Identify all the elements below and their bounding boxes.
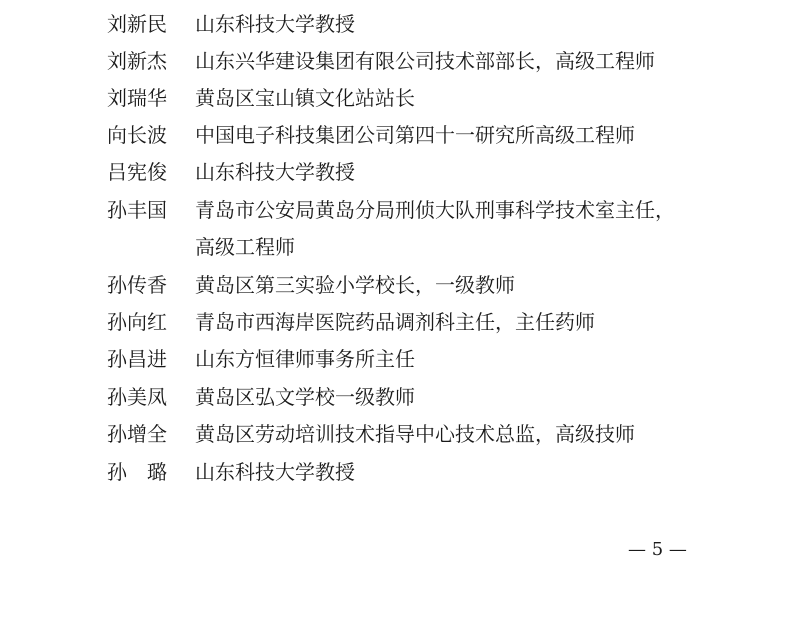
person-name: 吕宪俊	[107, 160, 167, 184]
list-item	[0, 341, 794, 378]
list-item	[0, 454, 794, 491]
person-name: 向长波	[107, 123, 167, 147]
person-name: 刘新杰	[107, 49, 167, 73]
title-line: 山东方恒律师事务所主任	[195, 347, 415, 371]
title-line: 黄岛区劳动培训技术指导中心技术总监，高级技师	[195, 422, 635, 446]
person-name: 刘新民	[107, 12, 167, 36]
person-title	[195, 416, 715, 453]
list-item	[0, 304, 794, 341]
list-item	[0, 117, 794, 154]
list-item	[0, 379, 794, 416]
person-name: 孙丰国	[107, 198, 167, 222]
person-name: 孙增全	[107, 422, 167, 446]
person-name: 刘瑞华	[107, 86, 167, 110]
list-item	[0, 267, 794, 304]
list-item	[0, 154, 794, 191]
page-number: — 5 —	[628, 539, 687, 560]
title-line: 青岛市西海岸医院药品调剂科主任，主任药师	[195, 310, 595, 334]
person-name: 孙美凤	[107, 385, 167, 409]
title-line: 山东科技大学教授	[195, 160, 355, 184]
person-title	[195, 341, 715, 378]
person-title	[195, 43, 715, 80]
person-title	[195, 6, 715, 43]
person-name: 孙昌进	[107, 347, 167, 371]
person-title	[195, 117, 715, 154]
person-title	[195, 454, 715, 491]
person-name: 孙 璐	[107, 460, 167, 484]
person-title	[195, 304, 715, 341]
person-title	[195, 379, 715, 416]
list-item	[0, 43, 794, 80]
title-line: 黄岛区第三实验小学校长，一级教师	[195, 273, 515, 297]
title-line: 黄岛区宝山镇文化站站长	[195, 86, 415, 110]
person-name: 孙传香	[107, 273, 167, 297]
list-item	[0, 192, 794, 266]
title-line: 中国电子科技集团公司第四十一研究所高级工程师	[195, 123, 635, 147]
title-line: 高级工程师	[195, 235, 295, 259]
person-name: 孙向红	[107, 310, 167, 334]
list-item	[0, 6, 794, 43]
title-line: 青岛市公安局黄岛分局刑侦大队刑事科学技术室主任，	[195, 198, 675, 222]
person-title	[195, 267, 715, 304]
list-item	[0, 80, 794, 117]
list-item	[0, 416, 794, 453]
person-title	[195, 192, 715, 266]
title-line: 黄岛区弘文学校一级教师	[195, 385, 415, 409]
title-line: 山东科技大学教授	[195, 12, 355, 36]
title-line: 山东科技大学教授	[195, 460, 355, 484]
person-title	[195, 80, 715, 117]
person-title	[195, 154, 715, 191]
title-line: 山东兴华建设集团有限公司技术部部长，高级工程师	[195, 49, 655, 73]
